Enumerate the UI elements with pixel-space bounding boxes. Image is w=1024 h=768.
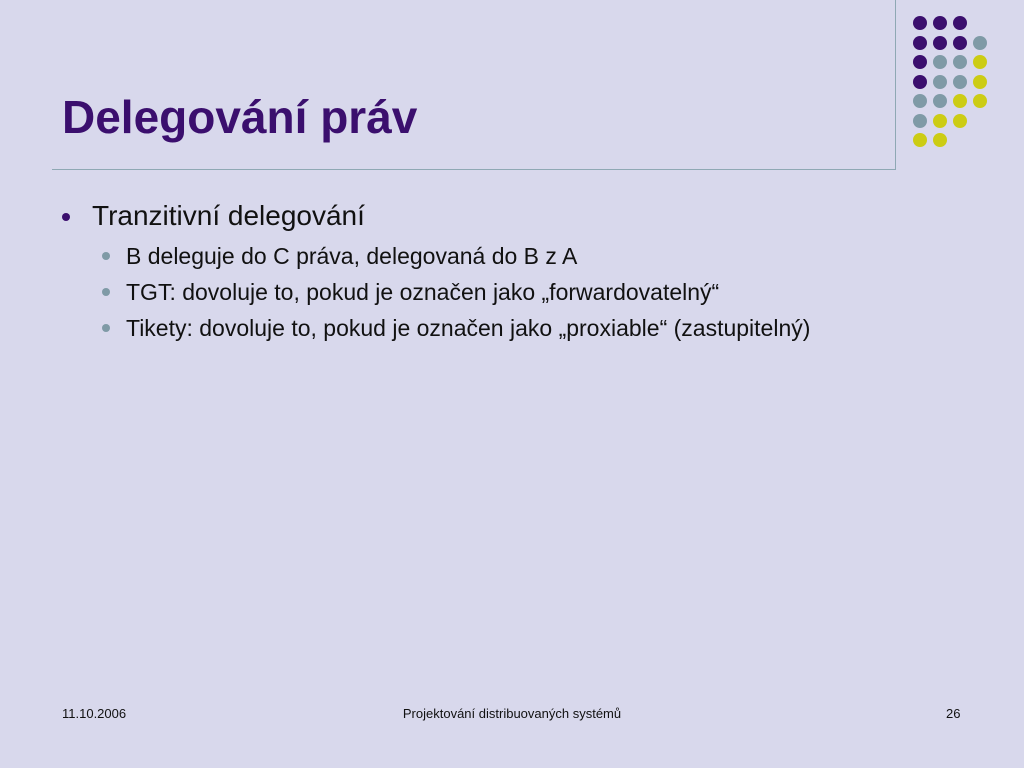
decorative-dot xyxy=(953,114,967,128)
decorative-dot xyxy=(933,75,947,89)
decorative-dot xyxy=(953,55,967,69)
decorative-dot xyxy=(933,55,947,69)
decorative-dot xyxy=(953,36,967,50)
decorative-dot xyxy=(913,55,927,69)
slide-title: Delegování práv xyxy=(62,91,418,143)
decorative-dot xyxy=(953,94,967,108)
bullet-dot xyxy=(102,324,110,332)
bullet-level2 xyxy=(102,242,922,270)
decorative-dot xyxy=(953,16,967,30)
decorative-dot xyxy=(913,16,927,30)
bullet-level2 xyxy=(102,314,922,342)
decorative-dot xyxy=(933,133,947,147)
decorative-dot xyxy=(933,36,947,50)
bullet-level2 xyxy=(102,278,922,306)
decorative-dot xyxy=(973,36,987,50)
bullet-level1 xyxy=(62,196,922,236)
decorative-dot xyxy=(933,16,947,30)
decorative-dot xyxy=(973,75,987,89)
decorative-dot xyxy=(953,75,967,89)
decorative-dot-pattern xyxy=(0,0,1024,170)
decorative-dot xyxy=(913,114,927,128)
decorative-dot xyxy=(973,55,987,69)
decorative-dot xyxy=(913,36,927,50)
bullet-text: TGT: dovoluje to, pokud je označen jako „forwardovatelný“ xyxy=(126,279,720,305)
bullet-dot xyxy=(62,213,70,221)
page-number: 26 xyxy=(946,706,961,721)
bullet-text: B deleguje do C práva, delegovaná do B z A xyxy=(126,243,578,269)
decorative-dot xyxy=(933,114,947,128)
decorative-dot xyxy=(933,94,947,108)
bullet-dot xyxy=(102,252,110,260)
decorative-dot xyxy=(973,94,987,108)
decorative-dot xyxy=(913,94,927,108)
bullet-text: Tranzitivní delegování xyxy=(92,200,365,231)
footer-date: 11.10.2006 xyxy=(62,706,127,721)
bullet-dot xyxy=(102,288,110,296)
slide-content xyxy=(62,196,922,350)
decorative-dot xyxy=(913,133,927,147)
decorative-dot xyxy=(913,75,927,89)
bullet-text: Tikety: dovoluje to, pokud je označen jako „proxiable“ (zastupitelný) xyxy=(126,315,811,341)
footer-title: Projektování distribuovaných systémů xyxy=(402,706,622,721)
